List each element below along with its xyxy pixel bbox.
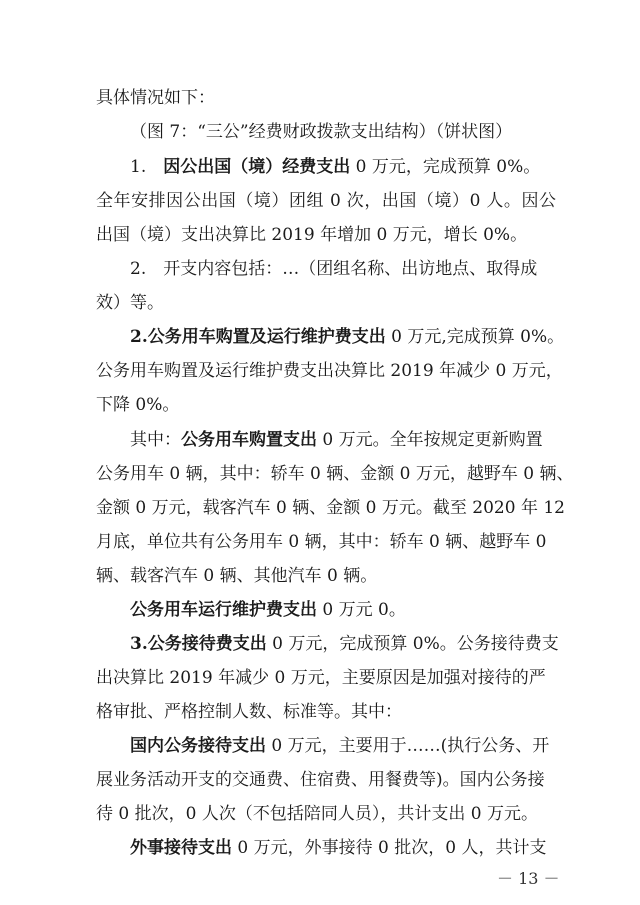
paragraph-line: 公务用车 0 辆，其中：轿车 0 辆、金额 0 万元，越野车 0 辆、 <box>96 464 574 484</box>
paragraph-line: 2.公务用车购置及运行维护费支出 0 万元,完成预算 0%。 <box>130 327 565 347</box>
paragraph-line: 其中：公务用车购置支出 0 万元。全年按规定更新购置 <box>130 430 543 450</box>
paragraph-line: 效）等。 <box>96 293 164 313</box>
paragraph-line: 2. 开支内容包括：…（团组名称、出访地点、取得成 <box>130 259 538 279</box>
bold-heading: 2.公务用车购置及运行维护费支出 <box>130 327 386 347</box>
paragraph-line: 待 0 批次，0 人次（不包括陪同人员），共计支出 0 万元。 <box>96 804 538 824</box>
bold-heading: 因公出国（境）经费支出 <box>163 157 351 177</box>
paragraph-line: 全年安排因公出国（境）团组 0 次，出国（境）0 人。因公 <box>96 191 556 211</box>
paragraph-line: 外事接待支出 0 万元，外事接待 0 批次，0 人，共计支 <box>130 838 547 858</box>
paragraph-line: 金额 0 万元，载客汽车 0 辆、金额 0 万元。截至 2020 年 12 <box>96 498 565 518</box>
paragraph-line: 展业务活动开支的交通费、住宿费、用餐费等)。国内公务接 <box>96 770 545 790</box>
paragraph-line: 出决算比 2019 年减少 0 万元，主要原因是加强对接待的严 <box>96 668 546 688</box>
bold-heading: 3.公务接待费支出 <box>130 634 267 654</box>
paragraph-line: 月底，单位共有公务用车 0 辆，其中：轿车 0 辆、越野车 0 <box>96 532 547 552</box>
bold-heading: 外事接待支出 <box>130 838 232 858</box>
paragraph-line: 国内公务接待支出 0 万元，主要用于……(执行公务、开 <box>130 736 550 756</box>
bold-heading: 国内公务接待支出 <box>130 736 266 756</box>
bold-heading: 公务用车购置支出 <box>181 430 317 450</box>
paragraph-line: 公务用车运行维护费支出 0 万元 0。 <box>130 600 406 620</box>
paragraph-line: 辆、载客汽车 0 辆、其他汽车 0 辆。 <box>96 566 378 586</box>
paragraph-line: 3.公务接待费支出 0 万元，完成预算 0%。公务接待费支 <box>130 634 559 654</box>
bold-heading: 公务用车运行维护费支出 <box>130 600 317 620</box>
paragraph-line: 下降 0%。 <box>96 395 180 415</box>
paragraph-line: 公务用车购置及运行维护费支出决算比 2019 年减少 0 万元， <box>96 361 563 381</box>
paragraph-line: 1. 因公出国（境）经费支出 0 万元，完成预算 0%。 <box>130 157 541 177</box>
intro-line: 具体情况如下： <box>96 88 215 108</box>
paragraph-line: 格审批、严格控制人数、标准等。其中： <box>96 702 402 722</box>
paragraph-line: 出国（境）支出决算比 2019 年增加 0 万元，增长 0%。 <box>96 225 528 245</box>
figure-caption: （图 7：“三公”经费财政拨款支出结构）（饼状图） <box>130 122 513 142</box>
page-number: － 13 － <box>497 869 560 888</box>
